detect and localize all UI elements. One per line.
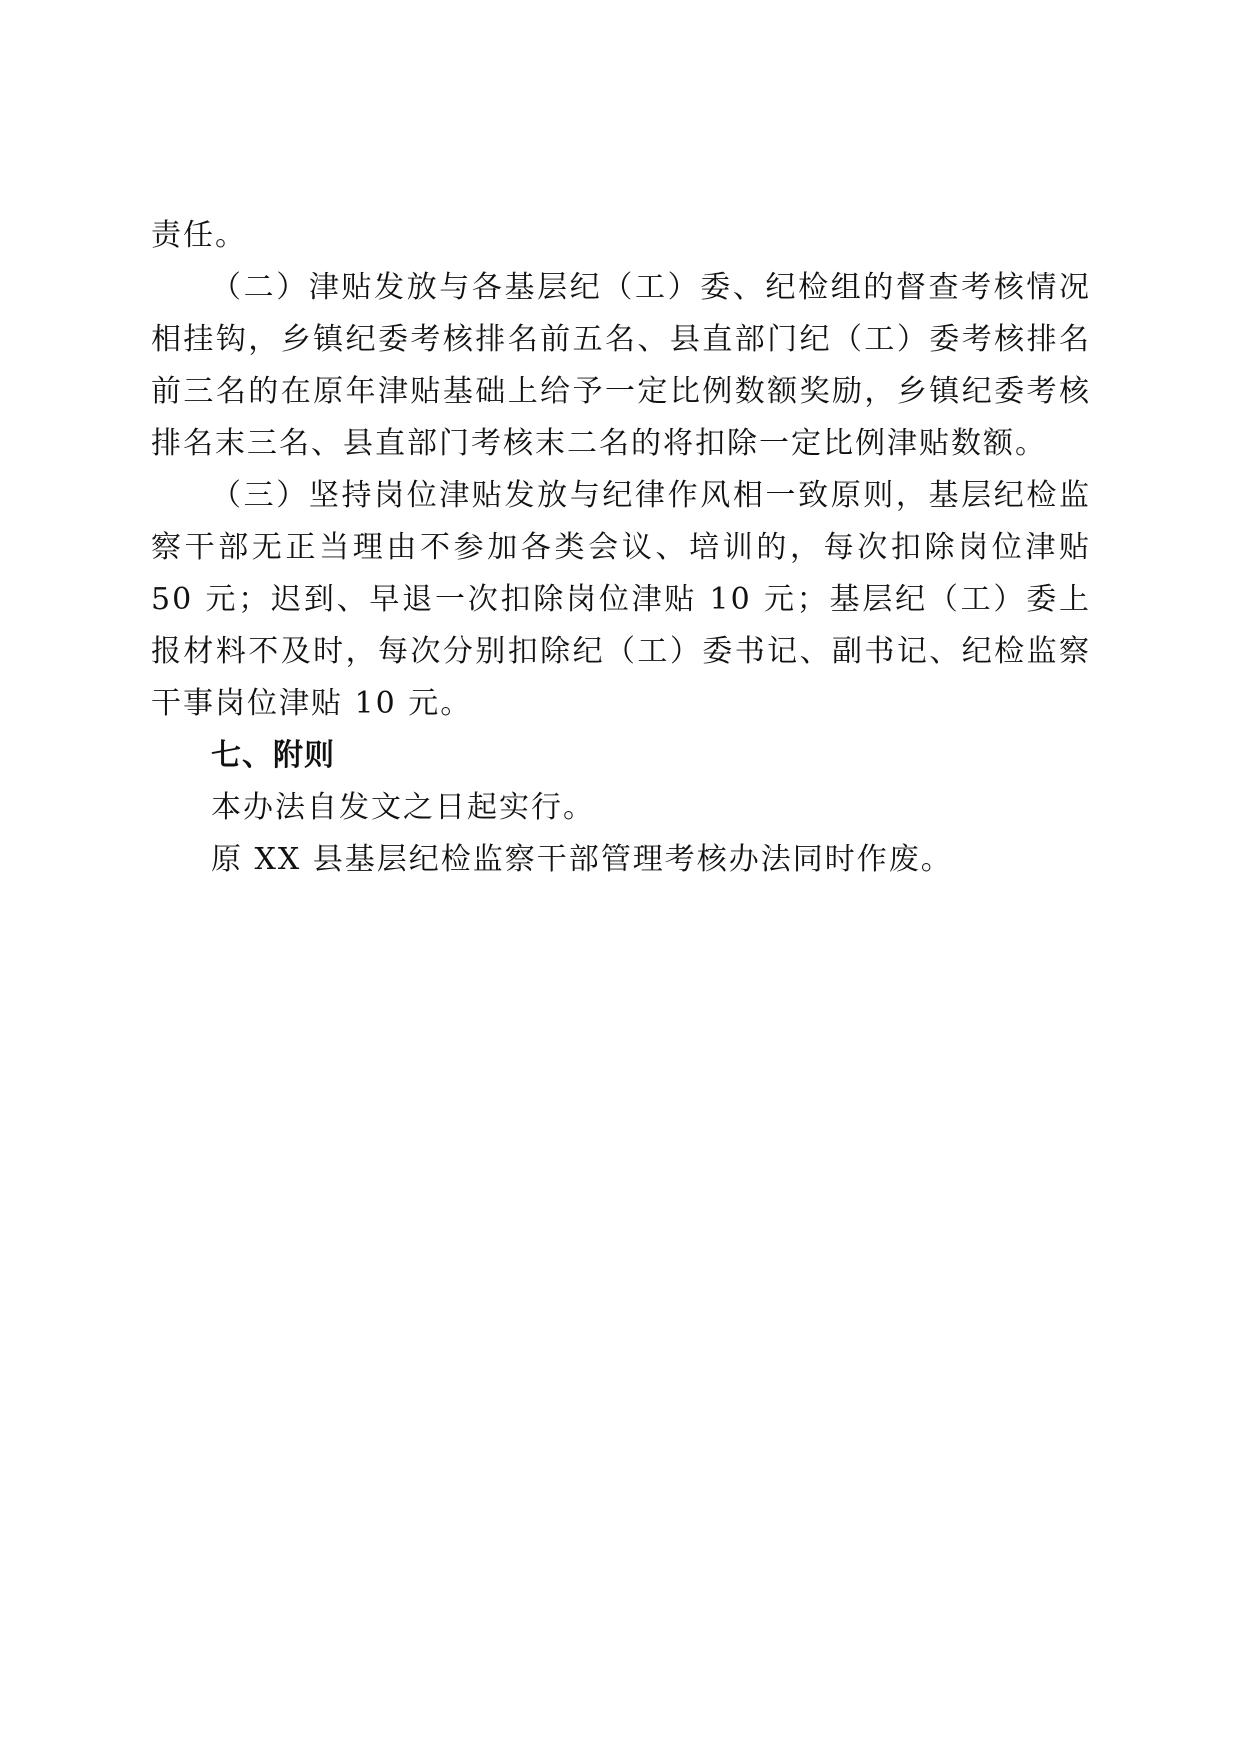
paragraph-item-3: （三）坚持岗位津贴发放与纪律作风相一致原则，基层纪检监察干部无正当理由不参加各类会议、培训的，每次扣除岗位津贴 50 元；迟到、早退一次扣除岗位津贴 10 元；基层纪（工）委上报材料不及时，每次分别扣除纪（工）委书记、副书记、纪检监察干事岗位津贴 10 元。 — [151, 478, 1091, 721]
paragraph-continuation: 责任。 — [151, 218, 247, 253]
document-body — [151, 210, 1091, 886]
paragraph-repeal: 原 XX 县基层纪检监察干部管理考核办法同时作废。 — [211, 842, 953, 877]
paragraph-item-2: （二）津贴发放与各基层纪（工）委、纪检组的督查考核情况相挂钩，乡镇纪委考核排名前五名、县直部门纪（工）委考核排名前三名的在原年津贴基础上给予一定比例数额奖励，乡镇纪委考核排名末三名、县直部门考核末二名的将扣除一定比例津贴数额。 — [151, 270, 1091, 461]
section-heading: 七、附则 — [211, 738, 335, 773]
paragraph-effective-date: 本办法自发文之日起实行。 — [211, 790, 595, 825]
